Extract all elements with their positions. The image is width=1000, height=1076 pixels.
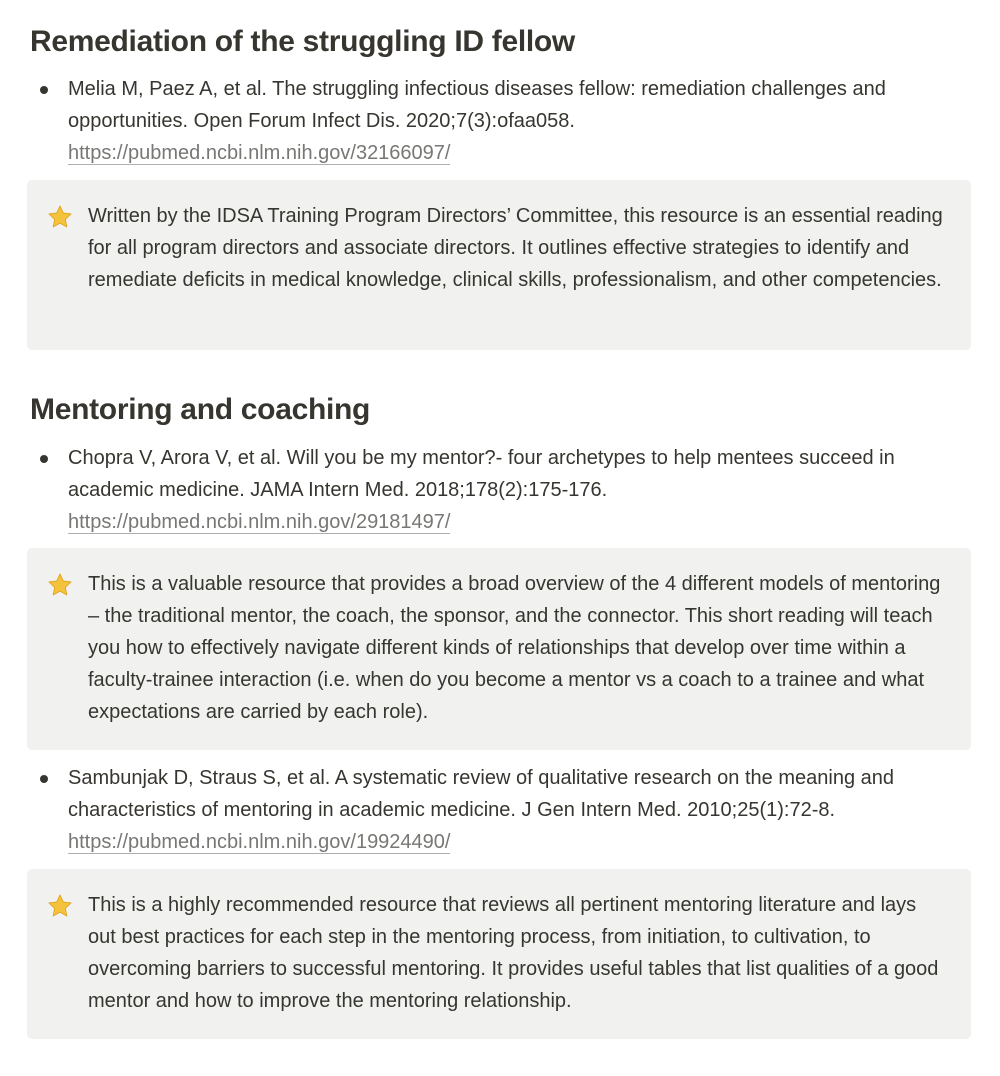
callout-box [27, 869, 971, 1039]
callout-text: This is a highly recommended resource that reviews all pertinent mentoring literature and lays out best practices for each step in the mentoring process, from initiation, to cultivation, to overcoming barriers to successful mentoring. It provides useful tables that list qualities of a good mentor and how to improve the mentoring relationship. [88, 894, 939, 1012]
star-icon [47, 204, 73, 230]
callout-box [27, 180, 971, 350]
citation-text: Sambunjak D, Straus S, et al. A systematic review of qualitative research on the meaning and characteristics of mentoring in academic medicine. J Gen Intern Med. 2010;25(1):72-8. https://pubmed.ncbi.nlm.nih.gov/19924490/ [68, 767, 894, 853]
bullet-icon [40, 775, 48, 783]
bullet-icon [40, 455, 48, 463]
callout-text: This is a valuable resource that provides a broad overview of the 4 different models of mentoring – the traditional mentor, the coach, the sponsor, and the connector. This short reading will teach you how to effectively navigate different kinds of relationships that develop over time within a faculty-trainee interaction (i.e. when do you become a mentor vs a coach to a trainee and what expectations are carried by each role). [88, 573, 941, 723]
list-item [40, 762, 960, 858]
callout-text: Written by the IDSA Training Program Directors’ Committee, this resource is an essential reading for all program directors and associate directors. It outlines effective strategies to identify and remediate deficits in medical knowledge, clinical skills, professionalism, and other competencies. [88, 205, 943, 291]
pubmed-link[interactable]: https://pubmed.ncbi.nlm.nih.gov/19924490/ [68, 831, 451, 853]
section-heading-mentoring: Mentoring and coaching [30, 393, 371, 426]
bullet-icon [40, 86, 48, 94]
citation-text: Chopra V, Arora V, et al. Will you be my mentor?- four archetypes to help mentees succeed in academic medicine. JAMA Intern Med. 2018;178(2):175-176. https://pubmed.ncbi.nlm.nih.gov/29181497/ [68, 447, 895, 533]
star-icon [47, 572, 73, 598]
pubmed-link[interactable]: https://pubmed.ncbi.nlm.nih.gov/29181497/ [68, 511, 451, 533]
list-item [40, 442, 960, 538]
star-icon [47, 893, 73, 919]
pubmed-link[interactable]: https://pubmed.ncbi.nlm.nih.gov/32166097/ [68, 142, 451, 164]
list-item [40, 73, 960, 169]
callout-box [27, 548, 971, 750]
citation-text: Melia M, Paez A, et al. The struggling infectious diseases fellow: remediation challenges and opportunities. Open Forum Infect Dis. 2020;7(3):ofaa058. https://pubmed.ncbi.nlm.nih.gov/32166097/ [68, 78, 886, 164]
section-heading-remediation: Remediation of the struggling ID fellow [30, 25, 575, 58]
